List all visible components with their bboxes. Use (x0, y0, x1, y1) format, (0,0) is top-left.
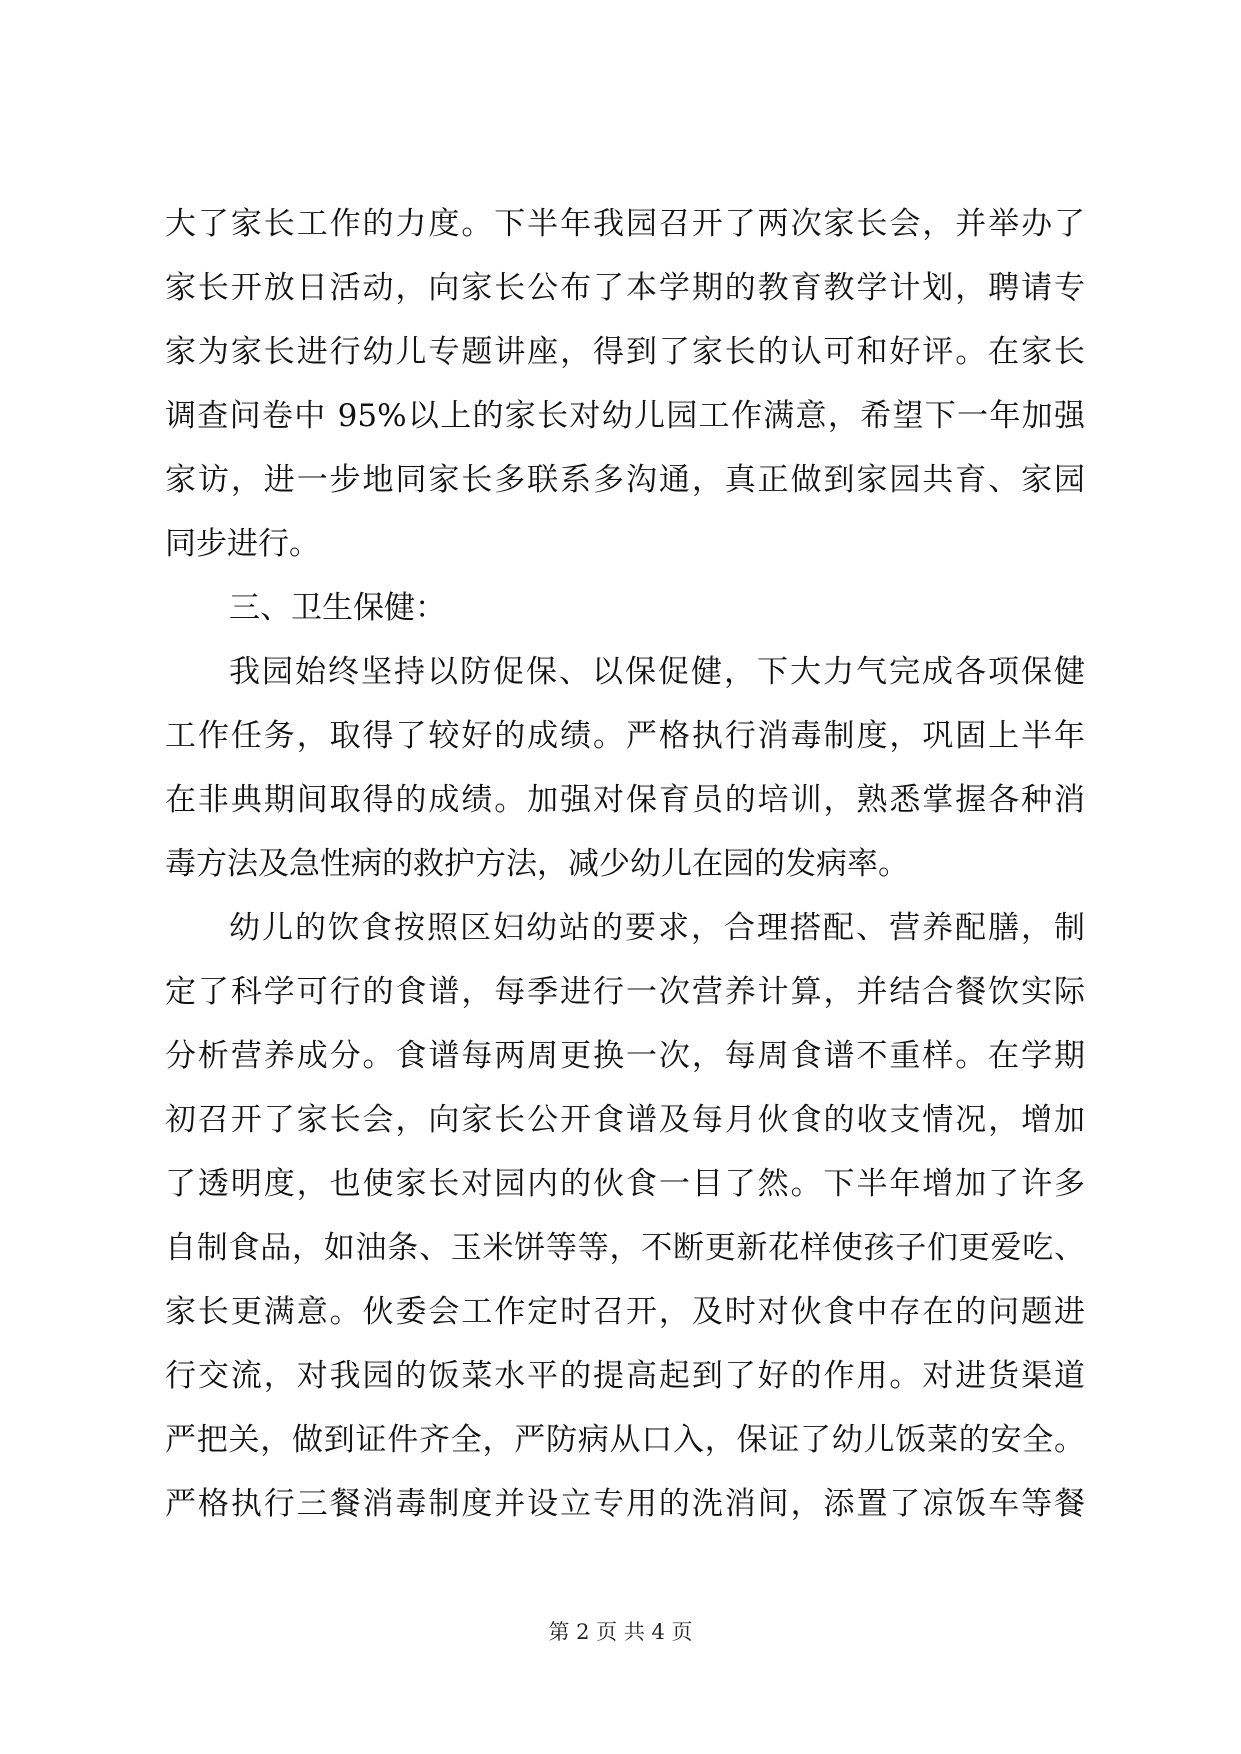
text-line: 家长更满意。伙委会工作定时召开，及时对伙食中存在的问题进 (165, 1294, 1085, 1330)
text-line: 行交流，对我园的饭菜水平的提高起到了好的作用。对进货渠道 (165, 1358, 1085, 1394)
text-line: 初召开了家长会，向家长公开食谱及每月伙食的收支情况，增加 (165, 1102, 1085, 1138)
body-text (165, 192, 1085, 1536)
text-line: 毒方法及急性病的救护方法，减少幼儿在园的发病率。 (165, 846, 909, 882)
text-line: 工作任务，取得了较好的成绩。严格执行消毒制度，巩固上半年 (165, 718, 1085, 754)
text-line: 大了家长工作的力度。下半年我园召开了两次家长会，并举办了 (165, 206, 1085, 242)
text-line: 在非典期间取得的成绩。加强对保育员的培训，熟悉掌握各种消 (165, 782, 1085, 818)
text-line: 定了科学可行的食谱，每季进行一次营养计算，并结合餐饮实际 (165, 974, 1085, 1010)
text-line: 家访，进一步地同家长多联系多沟通，真正做到家园共育、家园 (165, 462, 1085, 498)
paragraph-first-line: 幼儿的饮食按照区妇幼站的要求，合理搭配、营养配膳，制 (229, 910, 1085, 946)
text-line: 自制食品，如油条、玉米饼等等，不断更新花样使孩子们更爱吃、 (165, 1230, 1085, 1266)
section-heading: 三、卫生保健： (229, 590, 446, 626)
page-footer: 第 2 页 共 4 页 (548, 1620, 693, 1644)
text-line: 家长开放日活动，向家长公布了本学期的教育教学计划，聘请专 (165, 270, 1085, 306)
paragraph-first-line: 我园始终坚持以防促保、以保促健，下大力气完成各项保健 (229, 654, 1085, 690)
text-line: 严把关，做到证件齐全，严防病从口入，保证了幼儿饭菜的安全。 (165, 1422, 1085, 1458)
text-line: 了透明度，也使家长对园内的伙食一目了然。下半年增加了许多 (165, 1166, 1085, 1202)
text-line: 家为家长进行幼儿专题讲座，得到了家长的认可和好评。在家长 (165, 334, 1085, 370)
text-line: 分析营养成分。食谱每两周更换一次，每周食谱不重样。在学期 (165, 1038, 1085, 1074)
text-line: 调查问卷中 95%以上的家长对幼儿园工作满意，希望下一年加强 (165, 398, 1085, 434)
text-line: 同步进行。 (165, 526, 320, 562)
text-line: 严格执行三餐消毒制度并设立专用的洗消间，添置了凉饭车等餐 (165, 1486, 1085, 1522)
